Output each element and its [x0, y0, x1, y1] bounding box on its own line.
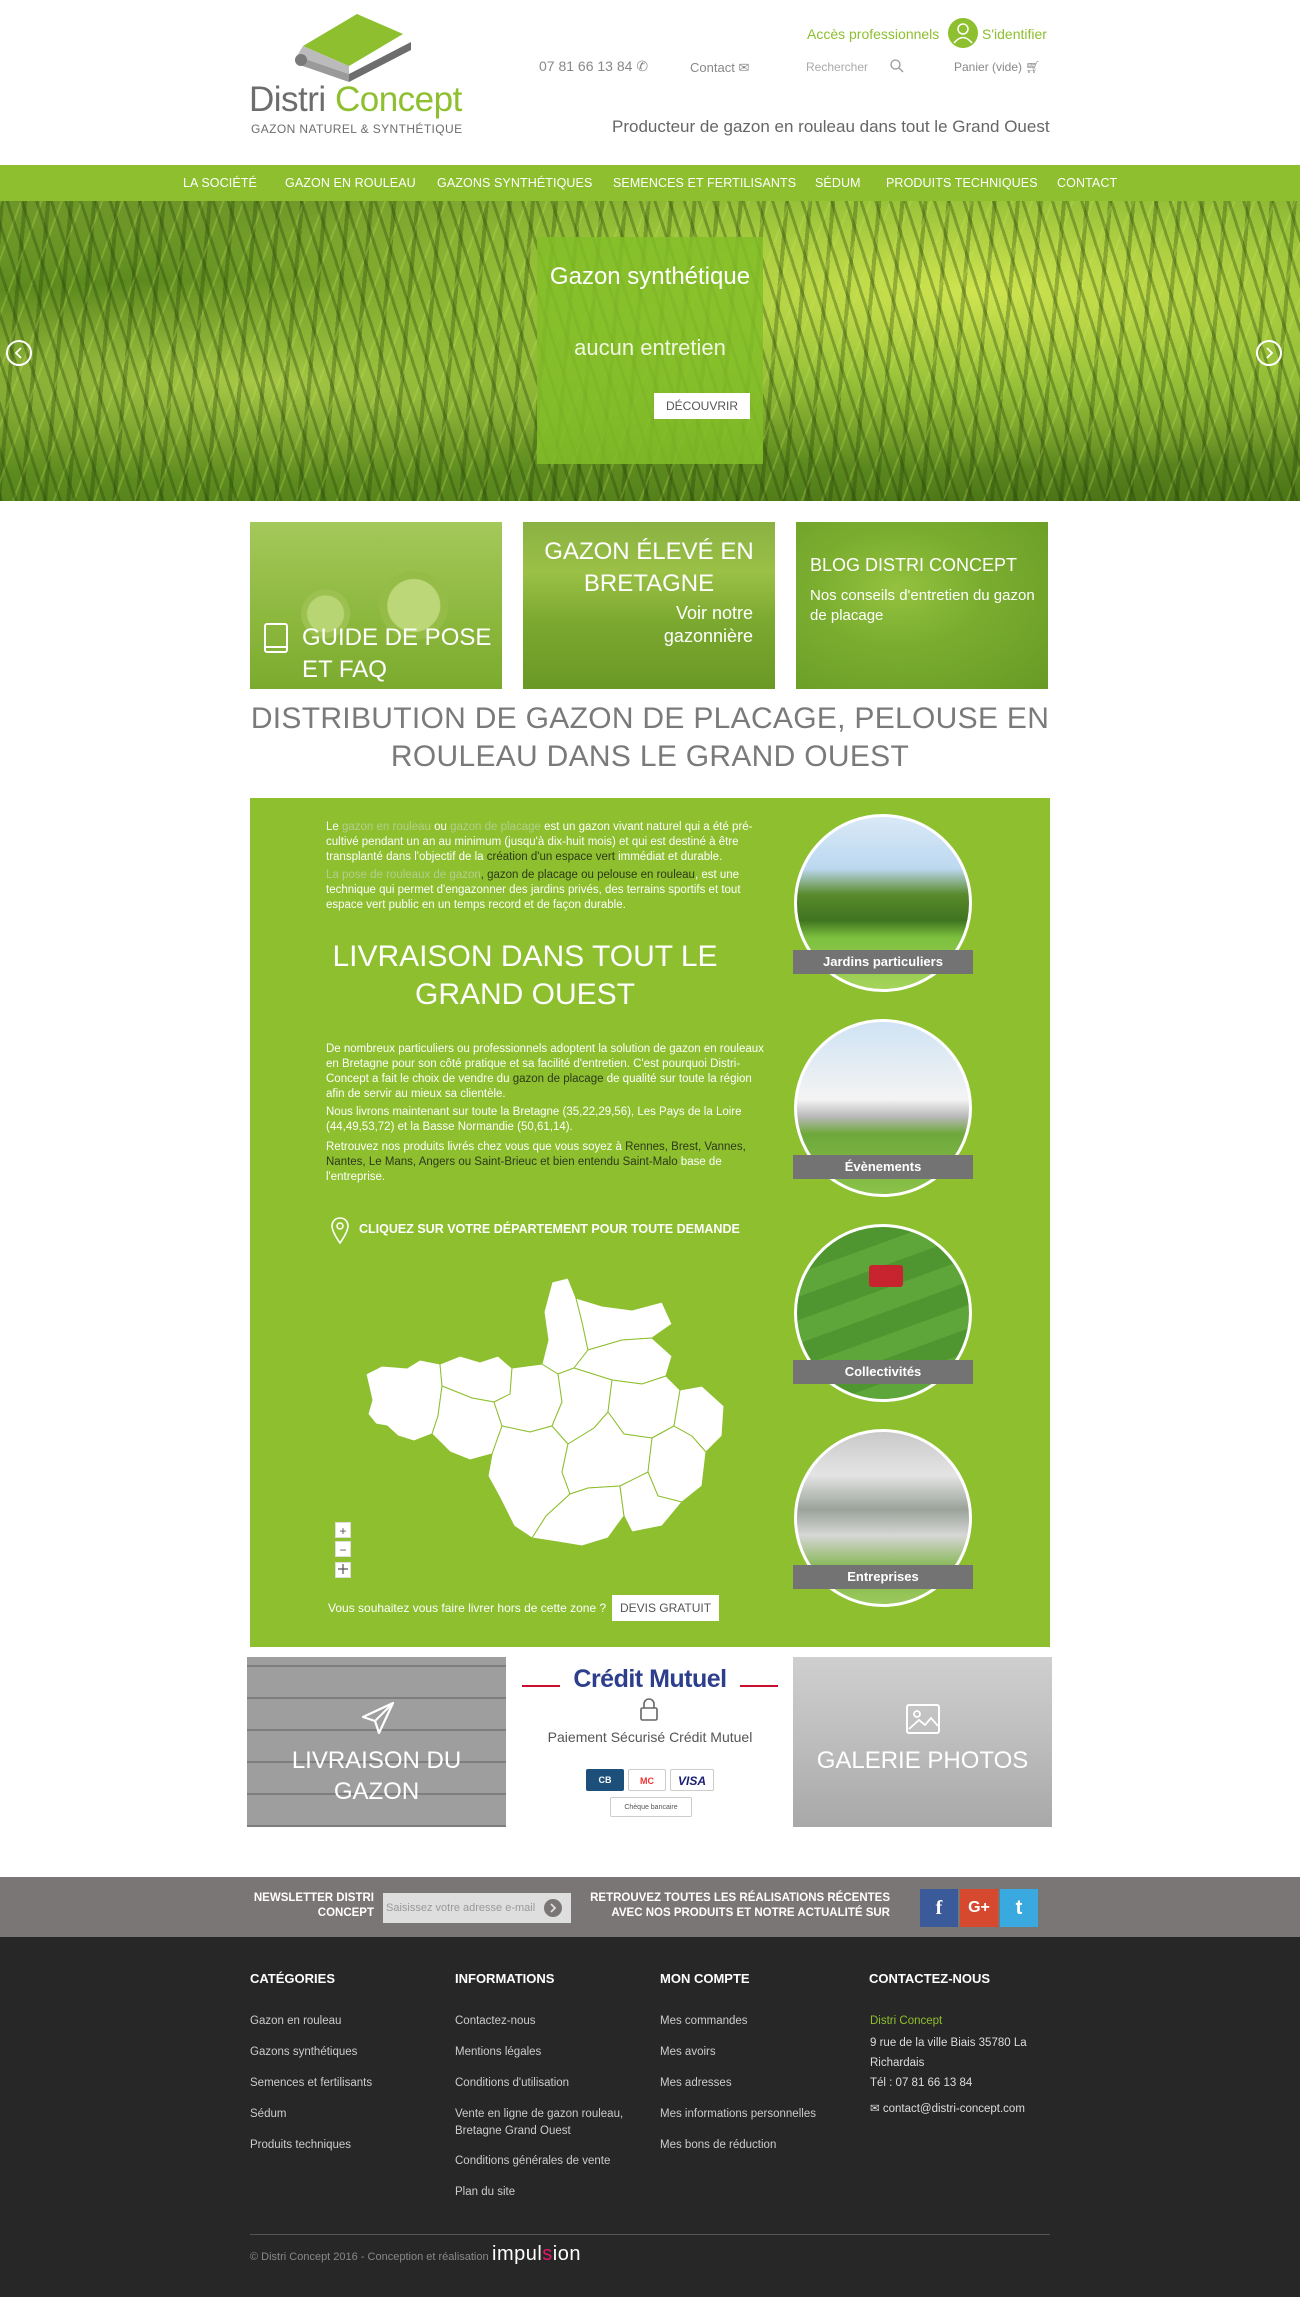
- map-fullscreen-button[interactable]: [335, 1562, 351, 1578]
- search-icon[interactable]: [889, 58, 905, 74]
- nav-item-gazons-synthetiques[interactable]: GAZONS SYNTHÉTIQUES: [437, 176, 593, 190]
- lock-icon: [639, 1697, 659, 1721]
- google-plus-icon[interactable]: G+: [960, 1889, 998, 1927]
- map-pin-icon: [330, 1216, 350, 1246]
- mail-icon: ✉: [738, 60, 750, 75]
- send-icon: [357, 1699, 397, 1739]
- hero-subtitle: aucun entretien: [574, 335, 726, 360]
- cheque-icon: Chèque bancaire: [610, 1797, 692, 1817]
- email-text: contact@distri-concept.com: [882, 2103, 1025, 2115]
- nav-item-sedum[interactable]: SÉDUM: [815, 176, 861, 190]
- mail-icon: ✉: [870, 2103, 880, 2115]
- contact-text: Contact: [690, 60, 735, 75]
- delivery-heading: LIVRAISON DANS TOUT LE GRAND OUEST: [332, 940, 718, 1011]
- blog-tile-title: BLOG DISTRI CONCEPT: [810, 555, 1018, 575]
- gazon-placage-link[interactable]: gazon de placage: [512, 1073, 604, 1085]
- facebook-icon[interactable]: f: [920, 1889, 958, 1927]
- text-span: Retrouvez nos produits livrés chez vous que vous soyez à: [326, 1141, 626, 1153]
- footer-phone: Tél : 07 81 66 13 84: [870, 2077, 973, 2089]
- gazon-rouleau-link[interactable]: gazon en rouleau: [342, 821, 431, 833]
- guide-tile-title: GUIDE DE POSE ET FAQ: [302, 624, 492, 683]
- department-29: [366, 1360, 442, 1441]
- text-span: Le: [326, 821, 342, 833]
- blog-tile[interactable]: [796, 522, 1048, 689]
- footer-link[interactable]: Mes informations personnelles: [660, 2108, 816, 2120]
- chevron-left-icon: [13, 347, 25, 359]
- category-evenements-label[interactable]: Évènements: [793, 1155, 973, 1179]
- cart-text: Panier (vide): [954, 60, 1023, 74]
- category-collectivites-label[interactable]: Collectivités: [793, 1360, 973, 1384]
- page-title: DISTRIBUTION DE GAZON DE PLACAGE, PELOUSE EN ROULEAU DANS LE GRAND OUEST: [250, 702, 1050, 773]
- phone-icon: ✆: [636, 58, 649, 74]
- payment-text: Paiement Sécurisé Crédit Mutuel: [547, 1729, 753, 1745]
- footer-link[interactable]: Mes bons de réduction: [660, 2139, 777, 2151]
- guide-tile[interactable]: [250, 522, 502, 689]
- site-header: [0, 0, 1300, 165]
- footer-company-name: Distri Concept: [870, 2015, 943, 2027]
- footer-link[interactable]: Contactez-nous: [455, 2015, 536, 2027]
- footer-address: 9 rue de la ville Biais 35780 La Richardais: [870, 2037, 1027, 2069]
- book-icon: [262, 622, 292, 656]
- divider: [522, 1685, 560, 1687]
- social-text: RETROUVEZ TOUTES LES RÉALISATIONS RÉCENTES AVEC NOS PRODUITS ET NOTRE ACTUALITÉ SUR: [590, 1892, 890, 1919]
- phone-text: 07 81 66 13 84: [539, 58, 633, 74]
- footer-link[interactable]: Mes adresses: [660, 2077, 732, 2089]
- logo-icon[interactable]: [293, 8, 413, 82]
- text-span: , est une technique qui permet d'engazonner des jardins privés, des terrains sportifs et tout espace vert public en un temps record et de façon durable.: [326, 869, 741, 911]
- phone-number[interactable]: [539, 58, 648, 75]
- logo-wordmark[interactable]: [249, 80, 462, 120]
- discover-button[interactable]: DÉCOUVRIR: [654, 393, 750, 419]
- cart-icon: 🛒︎: [1025, 60, 1041, 74]
- slider-next-button[interactable]: [1256, 340, 1282, 366]
- main-nav: [0, 165, 1300, 201]
- espace-vert-link[interactable]: création d'un espace vert: [486, 851, 615, 863]
- intro-paragraph-2: [326, 868, 771, 913]
- agency-logo-part: ion: [552, 2243, 581, 2265]
- blog-tile-subtitle: Nos conseils d'entretien du gazon de placage: [810, 587, 1035, 624]
- nav-item-produits-techniques[interactable]: PRODUITS TECHNIQUES: [886, 176, 1038, 190]
- map-zoom-out-button[interactable]: −: [335, 1541, 351, 1557]
- delivery-tile[interactable]: [247, 1657, 506, 1827]
- gazonniere-tile-title: GAZON ÉLEVÉ EN BRETAGNE: [544, 538, 754, 597]
- footer-link[interactable]: Conditions générales de vente: [455, 2155, 611, 2167]
- gazonniere-tile[interactable]: [523, 522, 775, 689]
- text-span: est un gazon vivant naturel qui a été pré-cultivé pendant un an au minimum (jusqu'à dix-huit mois) et qui est destiné à être transplanté dans l'objectif de la: [326, 821, 753, 863]
- footer-link[interactable]: Vente en ligne de gazon rouleau, Bretagne Grand Ouest: [455, 2108, 624, 2137]
- click-department-label: CLIQUEZ SUR VOTRE DÉPARTEMENT POUR TOUTE DEMANDE: [359, 1222, 740, 1236]
- newsletter-submit-button[interactable]: [544, 1899, 562, 1917]
- nav-item-semences[interactable]: SEMENCES ET FERTILISANTS: [613, 176, 797, 190]
- footer-link[interactable]: Mes avoirs: [660, 2046, 716, 2058]
- footer-categories-title: CATÉGORIES: [250, 1971, 335, 1986]
- site-footer: [0, 1937, 1300, 2297]
- nav-item-contact[interactable]: CONTACT: [1057, 176, 1118, 190]
- text-span: ou: [430, 821, 451, 833]
- hero-caption-box: [537, 237, 763, 464]
- category-entreprises-label[interactable]: Entreprises: [793, 1565, 973, 1589]
- footer-link[interactable]: Plan du site: [455, 2186, 516, 2198]
- footer-account-title: MON COMPTE: [660, 1971, 750, 1986]
- chevron-right-icon: [1263, 347, 1275, 359]
- outside-zone-question: Vous souhaitez vous faire livrer hors de cette zone ?: [328, 1601, 607, 1615]
- secure-payment-block: [520, 1657, 780, 1827]
- gallery-tile[interactable]: [793, 1657, 1052, 1827]
- gallery-tile-title: GALERIE PHOTOS: [816, 1747, 1029, 1774]
- header-tagline: Producteur de gazon en rouleau dans tout le Grand Ouest: [612, 117, 1050, 136]
- tractor-shape: [869, 1265, 903, 1287]
- logo-tagline: GAZON NATUREL & SYNTHÉTIQUE: [251, 122, 463, 136]
- footer-contact-title: CONTACTEZ-NOUS: [869, 1971, 991, 1986]
- footer-email[interactable]: [870, 2101, 1025, 2118]
- delivery-paragraph-1: [326, 1042, 771, 1102]
- delivery-paragraph-3: [326, 1140, 771, 1185]
- hero-slider: [0, 201, 1300, 501]
- pro-access-link[interactable]: Accès professionnels: [807, 26, 940, 42]
- departments-map[interactable]: [362, 1276, 729, 1551]
- footer-link[interactable]: Sédum: [250, 2108, 287, 2120]
- copyright: © Distri Concept 2016 - Conception et réalisation: [250, 2251, 489, 2263]
- gazonniere-tile-subtitle: Voir notre gazonnière: [663, 603, 753, 646]
- pose-rouleaux-link[interactable]: La pose de rouleaux de gazon: [326, 869, 481, 881]
- agency-logo-part: impul: [492, 2243, 543, 2265]
- twitter-icon[interactable]: t: [1000, 1889, 1038, 1927]
- credit-mutuel-logo: Crédit Mutuel: [573, 1665, 727, 1693]
- cb-card-icon: CB: [586, 1769, 624, 1791]
- newsletter-bar: [0, 1877, 1300, 1937]
- contact-link[interactable]: [690, 60, 749, 76]
- divider: [740, 1685, 778, 1687]
- text-span: immédiat et durable.: [614, 851, 723, 863]
- newsletter-email-input[interactable]: [383, 1893, 571, 1923]
- footer-link[interactable]: Gazons synthétiques: [250, 2046, 358, 2058]
- cities-text: Rennes, Brest, Vannes, Nantes, Le Mans, Angers ou Saint-Brieuc et bien entendu Saint-Malo: [326, 1141, 746, 1168]
- slider-prev-button[interactable]: [6, 340, 32, 366]
- text-span: De nombreux particuliers ou professionnels adoptent la solution de gazon en rouleaux en Bretagne pour son côté pratique et sa facilité d'entretien. C'est pourquoi Distri-Concept a fait le choix de vendre du: [326, 1043, 764, 1085]
- delivery-section: [250, 798, 1050, 1647]
- footer-link[interactable]: Gazon en rouleau: [250, 2015, 342, 2027]
- footer-link[interactable]: Mentions légales: [455, 2046, 542, 2058]
- footer-link[interactable]: Produits techniques: [250, 2139, 352, 2151]
- footer-link[interactable]: Semences et fertilisants: [250, 2077, 373, 2089]
- hero-title: Gazon synthétique: [549, 263, 751, 290]
- nav-item-societe[interactable]: LA SOCIÉTÉ: [183, 176, 257, 190]
- category-jardins-label[interactable]: Jardins particuliers: [793, 950, 973, 974]
- logo-word-concept: Concept: [334, 80, 462, 119]
- login-link[interactable]: S'identifier: [982, 26, 1047, 42]
- text-span: de qualité sur toute la région afin de servir au mieux sa clientèle.: [326, 1073, 752, 1100]
- chevron-right-icon: [544, 1899, 562, 1917]
- footer-link[interactable]: Mes commandes: [660, 2015, 748, 2027]
- footer-info-title: INFORMATIONS: [455, 1971, 555, 1986]
- text-span: base de l'entreprise.: [326, 1156, 722, 1183]
- footer-link[interactable]: Conditions d'utilisation: [455, 2077, 570, 2089]
- delivery-paragraph-2: Nous livrons maintenant sur toute la Bretagne (35,22,29,56), Les Pays de la Loire (44,49,53,72) et la Basse Normandie (50,61,14).: [326, 1106, 742, 1133]
- agency-logo[interactable]: [492, 2243, 581, 2266]
- agency-logo-part: s: [542, 2243, 553, 2265]
- footer-divider: [250, 2234, 1050, 2235]
- mastercard-icon: MC: [628, 1769, 666, 1791]
- move-icon: [337, 1563, 349, 1575]
- text-span: , gazon de placage ou pelouse en rouleau: [480, 869, 695, 881]
- gazon-placage-link[interactable]: gazon de placage: [450, 821, 541, 833]
- newsletter-label: NEWSLETTER DISTRI CONCEPT: [253, 1892, 374, 1919]
- image-icon: [905, 1701, 941, 1737]
- nav-item-gazon-rouleau[interactable]: GAZON EN ROULEAU: [285, 176, 416, 190]
- cart-link[interactable]: [954, 60, 1041, 74]
- delivery-tile-title: LIVRAISON DU GAZON: [291, 1747, 462, 1805]
- user-icon[interactable]: [948, 18, 978, 48]
- logo-word-distri: Distri: [249, 80, 326, 119]
- intro-paragraph-1: [326, 820, 771, 865]
- visa-icon: VISA: [670, 1769, 714, 1791]
- free-quote-button[interactable]: DEVIS GRATUIT: [612, 1595, 719, 1621]
- map-zoom-in-button[interactable]: +: [335, 1522, 351, 1538]
